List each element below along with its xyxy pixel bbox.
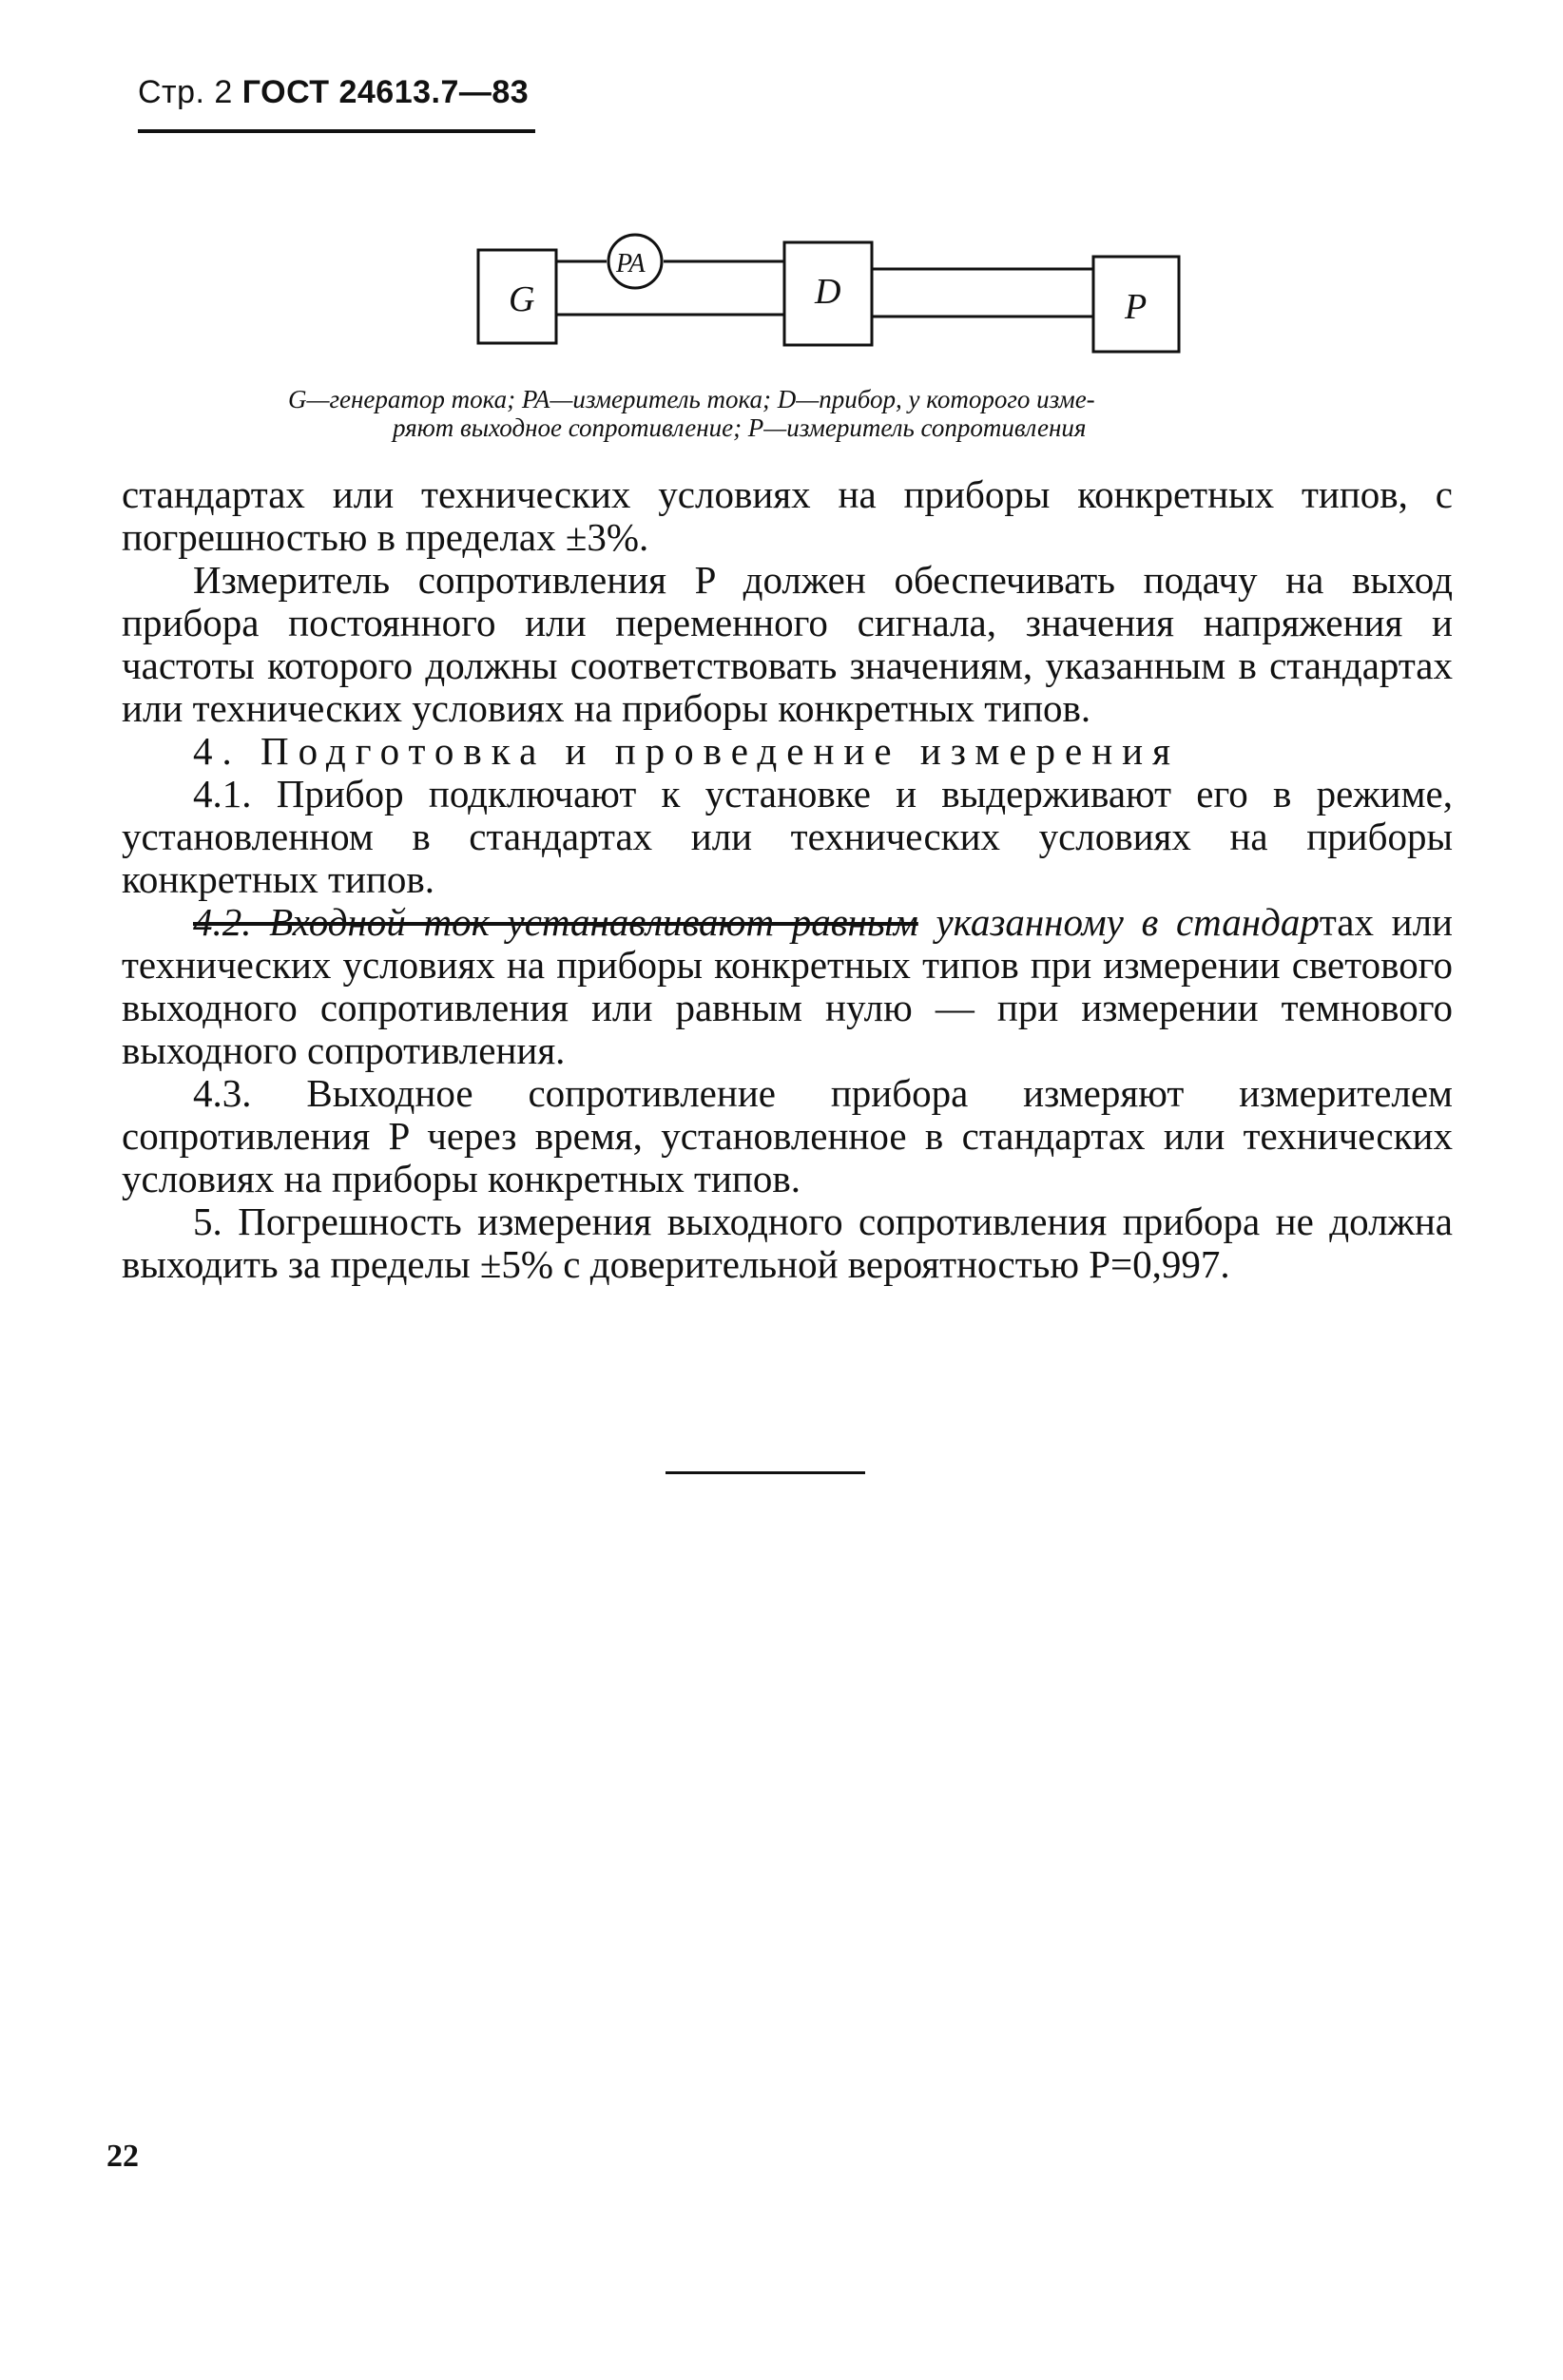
- paragraph-4-2-rest: тах или технических условиях на приборы конкретных типов при измерении светового выходного сопротивления или равным нулю — при измерении темнового выходного сопротивления.: [122, 900, 1453, 1072]
- paragraph-4-1: 4.1. Прибор подключают к установке и выдерживают его в режиме, установленном в стандартах или технических условиях на приборы конкретных типов.: [122, 772, 1453, 901]
- paragraph-resistance-meter: Измеритель сопротивления P должен обеспечивать подачу на выход прибора постоянного или переменного сигнала, значения напряжения и частоты которого должны соответствовать значениям, указанным в стандартах или технических условиях на приборы конкретных типов.: [122, 558, 1453, 730]
- block-p-label: P: [1125, 287, 1148, 327]
- page-header: [138, 74, 529, 111]
- block-d-label: D: [815, 272, 841, 312]
- paragraph-4-2: [122, 901, 1453, 1072]
- paragraph-continuation: стандартах или технических условиях на приборы конкретных типов, с погрешностью в пределах ±3%.: [122, 472, 1453, 559]
- block-g-label: G: [509, 279, 535, 319]
- page-label: Стр. 2: [138, 74, 233, 110]
- page-number: 22: [106, 2139, 139, 2174]
- paragraph-5: 5. Погрешность измерения выходного сопротивления прибора не должна выходить за пределы ±5% с доверительной вероятностью P=0,997.: [122, 1200, 1453, 1286]
- diagram-caption: [288, 385, 1334, 442]
- italic-text: указанному в стандар: [917, 900, 1320, 944]
- meter-pa-label: PA: [616, 249, 646, 278]
- section-heading-4: 4. Подготовка и проведение измерения: [193, 729, 1180, 773]
- header-rule: [138, 129, 535, 133]
- paragraph-4-3: 4.3. Выходное сопротивление прибора измеряют измерителем сопротивления P через время, установленное в стандартах или технических условиях на приборы конкретных типов.: [122, 1071, 1453, 1200]
- end-rule: [666, 1471, 865, 1474]
- caption-line-2: ряют выходное сопротивление; P—измеритель сопротивления: [393, 413, 1087, 442]
- struck-text: 4.2. Входной ток устанавливают равным: [193, 900, 918, 944]
- caption-line-1: G—генератор тока; PA—измеритель тока; D—прибор, у которого изме-: [288, 385, 1095, 413]
- standard-code: ГОСТ 24613.7—83: [241, 74, 530, 110]
- circuit-diagram: [471, 233, 1193, 361]
- body-text: [122, 473, 1453, 1286]
